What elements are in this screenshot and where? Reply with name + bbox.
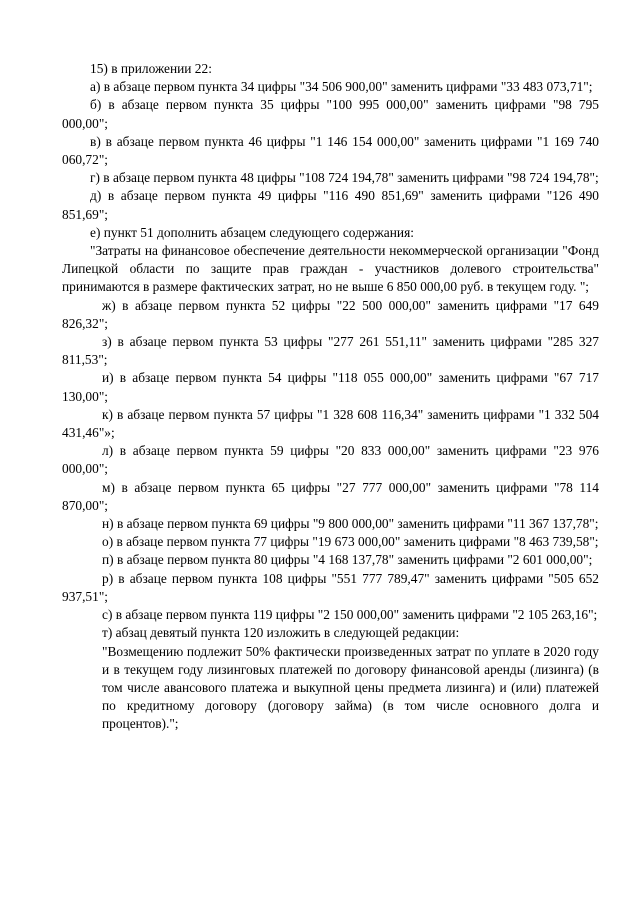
paragraph-item-n: н) в абзаце первом пункта 69 цифры "9 800 000,00" заменить цифрами "11 367 137,78"; [102, 516, 599, 532]
paragraph-item-i: и) в абзаце первом пункта 54 цифры "118 055 000,00" заменить цифрами "67 717 130,00"; [62, 370, 599, 404]
paragraph-item-g: г) в абзаце первом пункта 48 цифры "108 724 194,78" заменить цифрами "98 724 194,78"; [90, 170, 599, 186]
paragraph-item-s: с) в абзаце первом пункта 119 цифры "2 150 000,00" заменить цифрами "2 105 263,16"; [102, 607, 598, 623]
paragraph-item-k: к) в абзаце первом пункта 57 цифры "1 328 608 116,34" заменить цифрами "1 332 504 431,46"»; [62, 406, 599, 441]
paragraph-item-p: п) в абзаце первом пункта 80 цифры "4 168 137,78" заменить цифрами "2 601 000,00"; [102, 552, 593, 568]
document-body [62, 60, 599, 734]
paragraph-fund-expenses: "Затраты на финансовое обеспечение деятельности некоммерческой организации "Фонд Липецкой области по защите прав граждан - участников долевого строительства" принимаются в размере фактических затрат, но не выше 6 850 000,00 руб. в текущем году. "; [62, 243, 599, 295]
paragraph-item-o: о) в абзаце первом пункта 77 цифры "19 673 000,00" заменить цифрами "8 463 739,58"; [102, 534, 599, 550]
paragraph-item-z: з) в абзаце первом пункта 53 цифры "277 261 551,11" заменить цифрами "285 327 811,53"; [62, 334, 599, 368]
paragraph-item-15: 15) в приложении 22: [90, 61, 212, 76]
paragraph-item-d: д) в абзаце первом пункта 49 цифры "116 490 851,69" заменить цифрами "126 490 851,69"; [62, 188, 599, 222]
paragraph-item-l: л) в абзаце первом пункта 59 цифры "20 833 000,00" заменить цифрами "23 976 000,00"; [62, 443, 599, 477]
paragraph-item-a: а) в абзаце первом пункта 34 цифры "34 506 900,00" заменить цифрами "33 483 073,71"; [90, 79, 593, 95]
paragraph-item-m: м) в абзаце первом пункта 65 цифры "27 777 000,00" заменить цифрами "78 114 870,00"; [62, 479, 599, 513]
paragraph-reimbursement-quote: "Возмещению подлежит 50% фактически произведенных затрат по уплате в 2020 году и в текущем году лизинговых платежей по договору финансовой аренды (лизинга) (в том числе авансового платежа и выкупной цены предмета лизинга) и (или) платежей по кредитному договору (договору займа) (в том числе основного долга и процентов)."; [102, 643, 599, 732]
paragraph-item-v: в) в абзаце первом пункта 46 цифры "1 146 154 000,00" заменить цифрами "1 169 740 060,72"; [62, 133, 599, 168]
paragraph-item-e: е) пункт 51 дополнить абзацем следующего содержания: [90, 224, 414, 240]
paragraph-item-b: б) в абзаце первом пункта 35 цифры "100 995 000,00" заменить цифрами "98 795 000,00"; [62, 97, 599, 131]
paragraph-item-r: р) в абзаце первом пункта 108 цифры "551 777 789,47" заменить цифрами "505 652 937,51"; [62, 570, 599, 604]
paragraph-item-t: т) абзац девятый пункта 120 изложить в следующей редакции: [102, 625, 460, 641]
paragraph-item-zh: ж) в абзаце первом пункта 52 цифры "22 500 000,00" заменить цифрами "17 649 826,32"; [62, 297, 599, 331]
